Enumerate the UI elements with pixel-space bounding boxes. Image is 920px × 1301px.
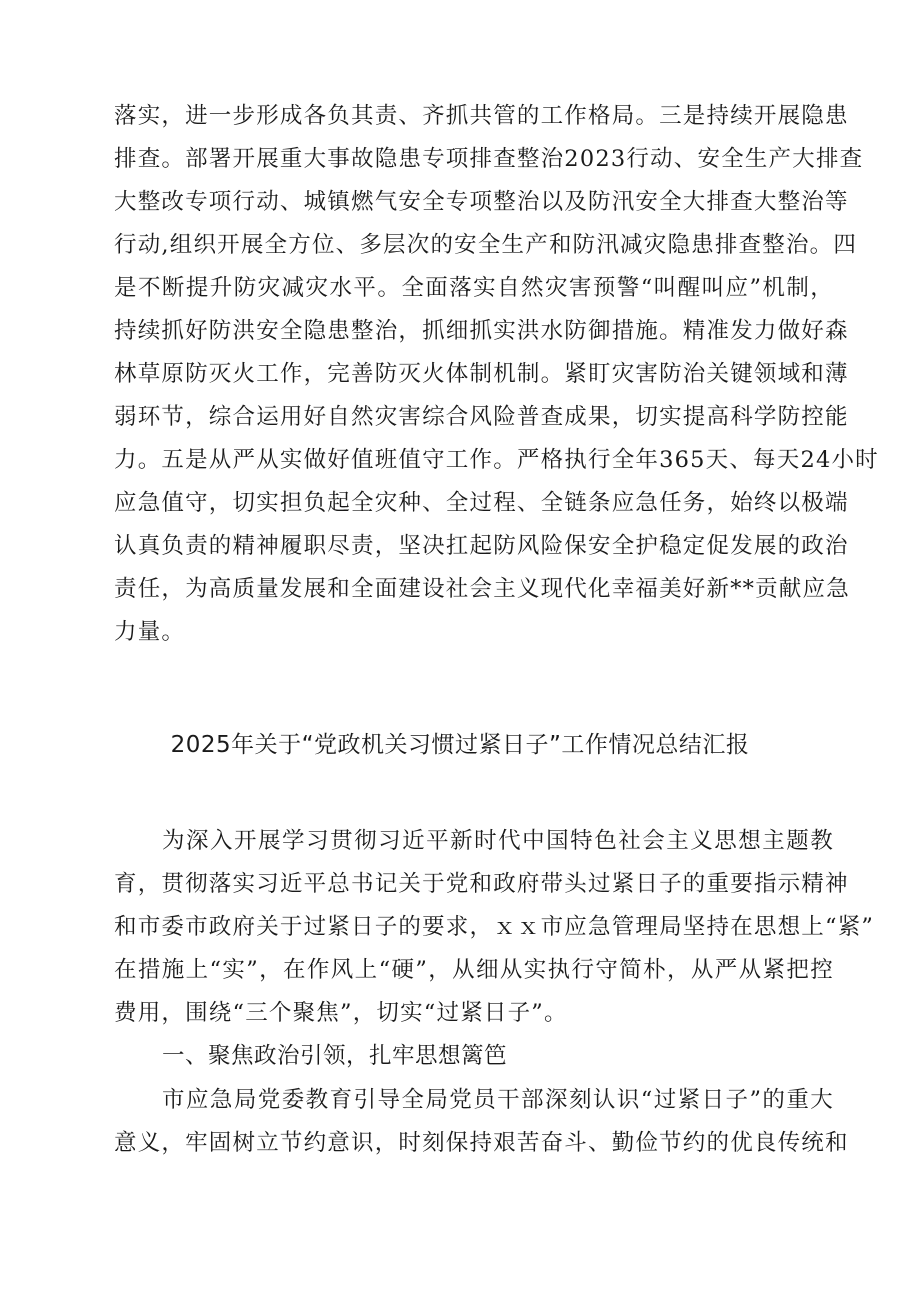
text-line: 行动,组织开展全方位、多层次的安全生产和防汛减灾隐患排查整治。四: [114, 232, 858, 258]
text-line: 落实，进一步形成各负其责、齐抓共管的工作格局。三是持续开展隐患: [114, 103, 849, 129]
text-line: 在措施上“实”，在作风上“硬”，从细从实执行守简朴，从严从紧把控: [114, 957, 834, 983]
text-line: 持续抓好防洪安全隐患整治，抓细抓实洪水防御措施。精准发力做好森: [114, 318, 849, 344]
text-line: 力。五是从严从实做好值班值守工作。严格执行全年365天、每天24小时: [114, 447, 879, 473]
text-line: 力量。: [114, 619, 186, 645]
text-line: 大整改专项行动、城镇燃气安全专项整治以及防汛安全大排查大整治等: [114, 189, 849, 215]
text-line: 意义，牢固树立节约意识，时刻保持艰苦奋斗、勤俭节约的优良传统和: [114, 1130, 849, 1156]
text-line: 市应急局党委教育引导全局党员干部深刻认识“过紧日子”的重大: [162, 1087, 834, 1113]
text-line: 责任，为高质量发展和全面建设社会主义现代化幸福美好新**贡献应急: [114, 576, 850, 602]
text-line: 费用，围绕“三个聚焦”，切实“过紧日子”。: [114, 1000, 568, 1026]
text-line: 和市委市政府关于过紧日子的要求，ｘｘ市应急管理局坚持在思想上“紧”: [114, 914, 875, 940]
text-line: 林草原防灭火工作，完善防灭火体制机制。紧盯灾害防治关键领域和薄: [114, 361, 849, 387]
text-line: 弱环节，综合运用好自然灾害综合风险普查成果，切实提高科学防控能: [114, 404, 849, 430]
text-line: 排查。部署开展重大事故隐患专项排查整治2023行动、安全生产大排查: [114, 146, 864, 172]
text-line: 育，贯彻落实习近平总书记关于党和政府带头过紧日子的重要指示精神: [114, 871, 849, 897]
text-line: 为深入开展学习贯彻习近平新时代中国特色社会主义思想主题教: [162, 828, 834, 854]
text-line: 认真负责的精神履职尽责，坚决扛起防风险保安全护稳定促发展的政治: [114, 533, 849, 559]
document-title: 2025年关于“党政机关习惯过紧日子”工作情况总结汇报: [170, 732, 750, 758]
text-line: 应急值守，切实担负起全灾种、全过程、全链条应急任务，始终以极端: [114, 490, 849, 516]
section-heading: 一、聚焦政治引领，扎牢思想篱笆: [162, 1043, 508, 1069]
text-line: 是不断提升防灾减灾水平。全面落实自然灾害预警“叫醒叫应”机制，: [114, 275, 834, 301]
